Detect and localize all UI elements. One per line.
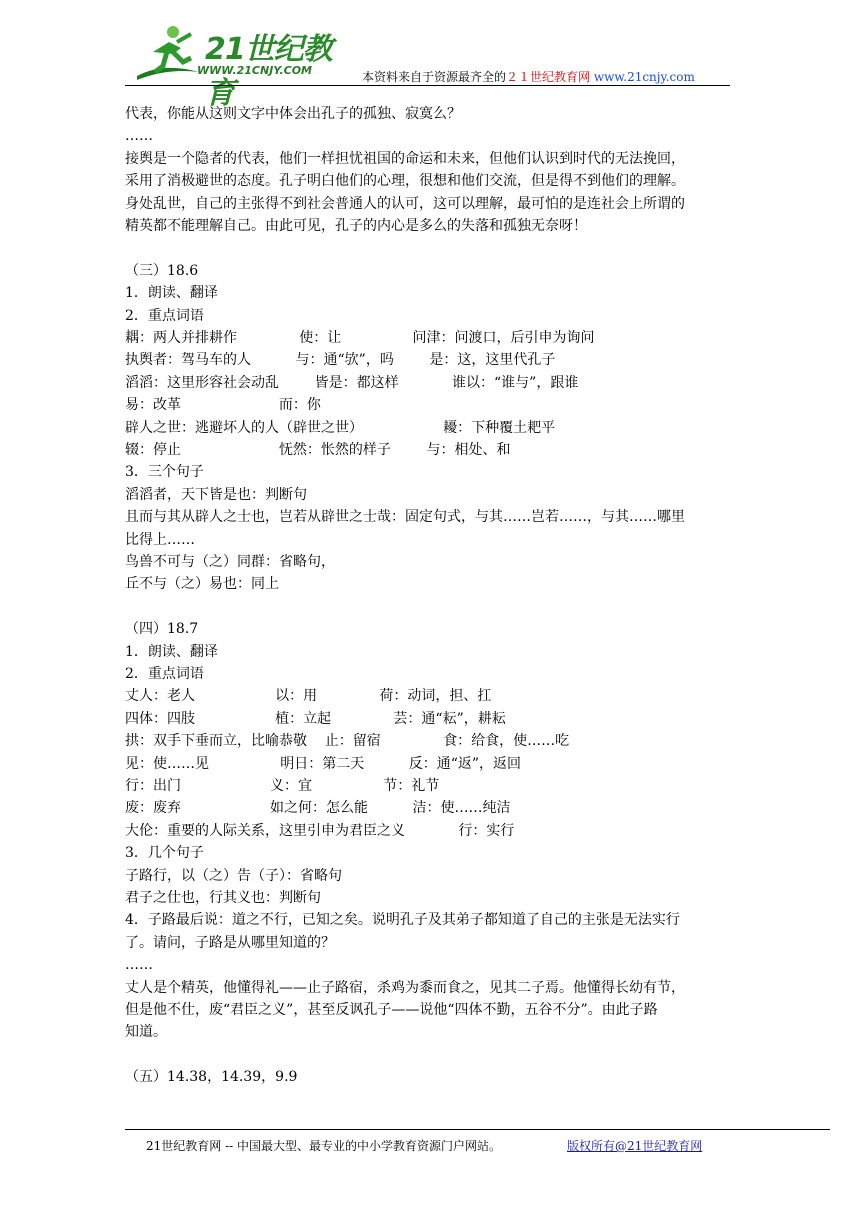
- text-line: 辍：停止 怃然：怅然的样子 与：相处、和: [125, 442, 511, 458]
- text-line: 大伦：重要的人际关系，这里引申为君臣之义 行：实行: [125, 822, 515, 839]
- footer-copyright-link[interactable]: 版权所有@21世纪教育网: [567, 1139, 703, 1153]
- text-line: 代表，你能从这则文字中体会出孔子的孤独、寂寞么？: [125, 106, 461, 122]
- header-divider: [125, 85, 730, 86]
- text-line: 精英都不能理解自己。由此可见，孔子的内心是多么的失落和孤独无奈呀！: [125, 218, 587, 234]
- header-tagline: [362, 68, 695, 85]
- text-line: 3．几个句子: [125, 845, 204, 862]
- text-line: 采用了消极避世的态度。孔子明白他们的心理，很想和他们交流，但是得不到他们的理解。: [125, 173, 685, 190]
- text-line: 见：使……见 明日：第二天 反：通“返”，返回: [125, 755, 522, 772]
- text-line: ……: [125, 957, 153, 974]
- text-line: 比得上……: [125, 531, 195, 548]
- text-line: 行：出门 义：宜 节：礼节: [125, 778, 440, 794]
- footer-divider: [125, 1129, 830, 1130]
- text-line: 四体：四肢 植：立起 芸：通“耘”，耕耘: [125, 710, 506, 727]
- runner-logo-icon: [133, 22, 203, 84]
- text-line: 且而与其从辟人之士也，岂若从辟世之士哉：固定句式，与其……岂若……，与其……哪里: [125, 509, 685, 526]
- text-line: 1．朗读、翻译: [125, 285, 218, 302]
- text-line: 君子之仕也，行其义也：判断句: [125, 890, 321, 906]
- text-line: 了。请问，子路是从哪里知道的？: [125, 934, 335, 951]
- text-line: 接舆是一个隐者的代表，他们一样担忧祖国的命运和未来，但他们认识到时代的无法挽回，: [125, 150, 685, 167]
- text-line: 2．重点词语: [125, 307, 204, 324]
- site-logo: [133, 22, 343, 111]
- text-line: （四）18.7: [125, 621, 199, 638]
- text-line: 丈人是个精英，他懂得礼——止子路宿，杀鸡为黍而食之，见其二子焉。他懂得长幼有节，: [125, 979, 685, 996]
- text-line: 子路行，以（之）告（子）：省略句: [125, 867, 342, 884]
- text-line: 知道。: [125, 1024, 167, 1041]
- text-line: 鸟兽不可与（之）同群：省略句，: [125, 554, 335, 570]
- text-line: （三）18.6: [125, 262, 199, 279]
- tagline-prefix: 本资料来自于资源最齐全的: [362, 70, 507, 84]
- text-line: 耦：两人并排耕作 使：让 问津：问渡口，后引申为询问: [125, 330, 595, 346]
- text-line: 2．重点词语: [125, 666, 204, 682]
- text-line: 滔滔者，天下皆是也：判断句: [125, 486, 307, 503]
- text-line: 拱：双手下垂而立，比喻恭敬 止：留宿 食：给食，使……吃: [125, 733, 570, 750]
- tagline-site-name[interactable]: ２１世纪教育网: [506, 70, 591, 84]
- text-line: （五）14.38，14.39，9.9: [125, 1069, 298, 1086]
- text-line: 丘不与（之）易也：同上: [125, 576, 279, 593]
- text-line: 易：改革 而：你: [125, 397, 321, 414]
- text-line: 废：废弃 如之何：怎么能 洁：使……纯洁: [125, 800, 511, 817]
- text-line: 执舆者：驾马车的人 与：通“欤”，吗 是：这，这里代孔子: [125, 352, 556, 369]
- text-line: 4．子路最后说：道之不行，已知之矣。说明孔子及其弟子都知道了自己的主张是无法实行: [125, 912, 680, 929]
- text-line: 辟人之世：逃避坏人的人（辟世之世） 耰：下种覆土耙平: [125, 419, 556, 436]
- text-line: 3．三个句子: [125, 464, 204, 481]
- footer-text: 21世纪教育网 -- 中国最大型、最专业的中小学教育资源门户网站。: [146, 1139, 502, 1153]
- tagline-url[interactable]: www.21cnjy.com: [593, 70, 695, 84]
- text-line: 但是他不仕，废“君臣之义”，甚至反讽孔子——说他“四体不勤，五谷不分”。由此子路: [125, 1002, 658, 1018]
- text-line: 身处乱世，自己的主张得不到社会普通人的认可，这可以理解，最可怕的是连社会上所谓的: [125, 195, 685, 212]
- text-line: 滔滔：这里形容社会动乱 皆是：都这样 谁以：“谁与”，跟谁: [125, 374, 579, 391]
- logo-url: WWW.21CNJY.COM: [197, 64, 312, 77]
- text-line: 丈人：老人 以：用 荷：动词，担、扛: [125, 688, 492, 705]
- text-line: 1．朗读、翻译: [125, 643, 218, 660]
- logo-wordmark: 21世纪教育: [205, 32, 332, 111]
- text-line: ……: [125, 128, 153, 145]
